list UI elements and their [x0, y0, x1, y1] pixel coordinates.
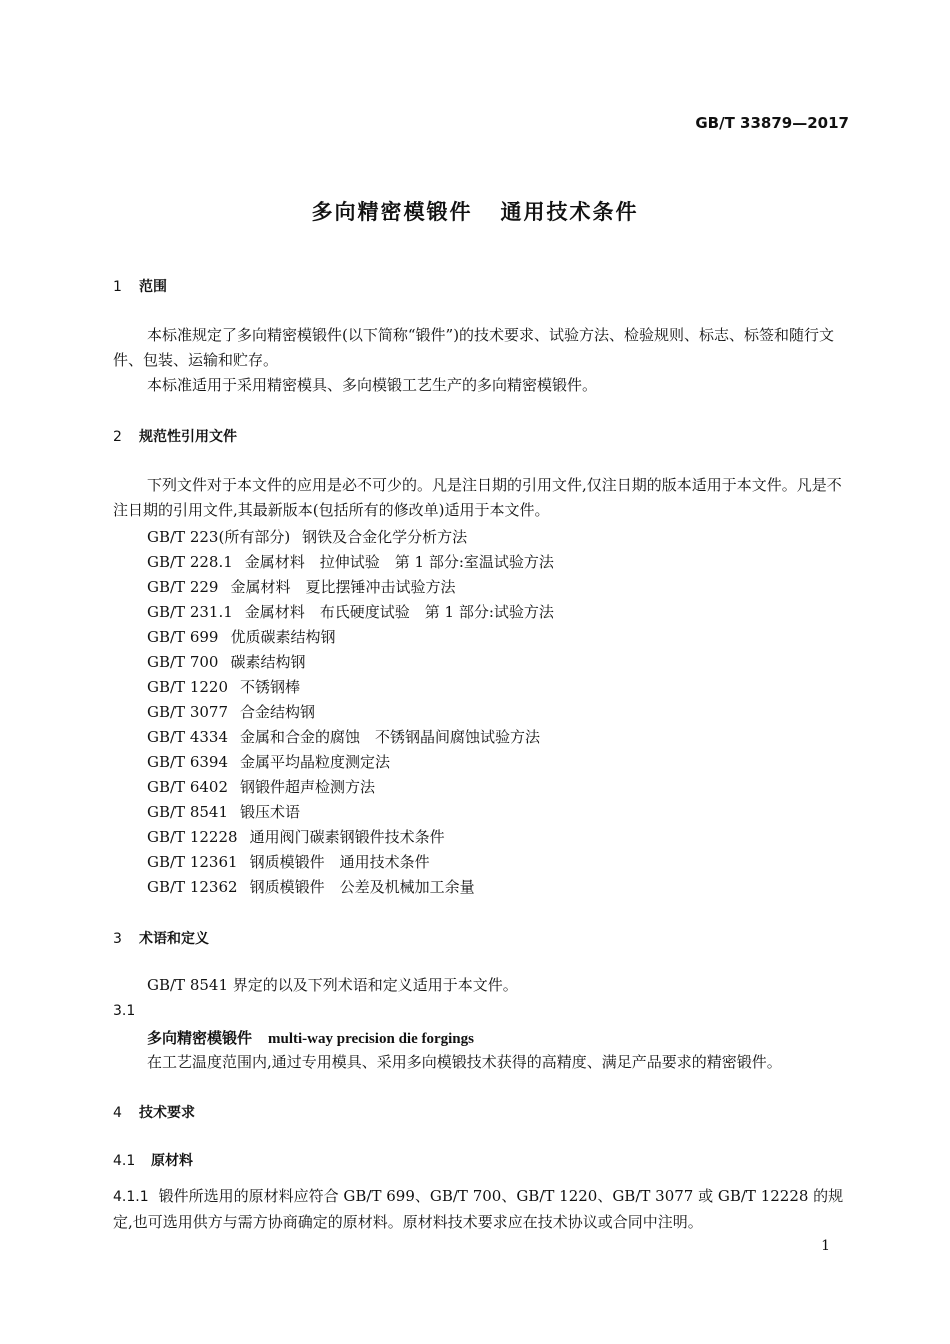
reference-item — [147, 851, 430, 872]
reference-item — [147, 601, 554, 622]
subsection-number: 4.1 — [113, 1153, 136, 1169]
reference-code: GB/T 228.1 — [147, 553, 233, 571]
reference-code: GB/T 231.1 — [147, 603, 233, 621]
reference-title: 钢锻件超声检测方法 — [240, 778, 376, 796]
term-chinese: 多向精密模锻件 — [147, 1029, 253, 1047]
reference-title: 金属材料 布氏硬度试验 第 1 部分:试验方法 — [244, 603, 554, 621]
refs-intro-paragraph — [113, 473, 850, 523]
terms-intro-paragraph — [113, 973, 850, 998]
reference-title: 金属平均晶粒度测定法 — [240, 753, 391, 771]
reference-item — [147, 651, 305, 672]
section-2-heading — [113, 426, 237, 446]
standard-number: GB/T 33879—2017 — [695, 114, 849, 132]
section-4-heading — [113, 1102, 195, 1122]
reference-code: GB/T 12361 — [147, 853, 238, 871]
clause-text: 锻件所选用的原材料应符合 GB/T 699、GB/T 700、GB/T 1220、GB/T 3077 或 GB/T 12228 的规定,也可选用供方与需方协商确定的原材料。原材料技术要求应在技术协议或合同中注明。 — [113, 1187, 844, 1231]
reference-code: GB/T 6402 — [147, 778, 229, 796]
section-title: 规范性引用文件 — [139, 429, 237, 445]
term-english: multi-way precision die forgings — [268, 1031, 474, 1047]
reference-title: 钢质模锻件 公差及机械加工余量 — [249, 878, 475, 896]
reference-code: GB/T 12362 — [147, 878, 238, 896]
reference-title: 合金结构钢 — [240, 703, 316, 721]
refs-intro-text: 下列文件对于本文件的应用是必不可少的。凡是注日期的引用文件,仅注日期的版本适用于本文件。凡是不注日期的引用文件,其最新版本(包括所有的修改单)适用于本文件。 — [113, 476, 842, 519]
section-number: 2 — [113, 429, 122, 445]
reference-code: GB/T 3077 — [147, 703, 229, 721]
scope-paragraph-1 — [113, 323, 850, 373]
term-number: 3.1 — [113, 1003, 136, 1019]
reference-title: 钢质模锻件 通用技术条件 — [249, 853, 430, 871]
reference-item — [147, 726, 540, 747]
section-number: 4 — [113, 1105, 122, 1121]
reference-code: GB/T 8541 — [147, 803, 229, 821]
title-part-1: 多向精密模锻件 — [311, 200, 473, 224]
term-entry — [147, 1027, 474, 1048]
section-number: 3 — [113, 931, 122, 947]
document-title — [0, 196, 950, 226]
reference-code: GB/T 12228 — [147, 828, 238, 846]
reference-item — [147, 826, 445, 847]
reference-title: 优质碳素结构钢 — [230, 628, 336, 646]
reference-code: GB/T 6394 — [147, 753, 229, 771]
title-part-2: 通用技术条件 — [500, 200, 639, 224]
subsection-4-1-heading — [113, 1150, 193, 1170]
scope-paragraph-2 — [113, 373, 850, 398]
reference-title: 碳素结构钢 — [230, 653, 306, 671]
reference-title: 通用阀门碳素钢锻件技术条件 — [249, 828, 445, 846]
term-definition: 在工艺温度范围内,通过专用模具、采用多向模锻技术获得的高精度、满足产品要求的精密锻件。 — [147, 1053, 782, 1071]
reference-item — [147, 626, 335, 647]
reference-title: 金属材料 拉伸试验 第 1 部分:室温试验方法 — [244, 553, 554, 571]
reference-title: 金属材料 夏比摆锤冲击试验方法 — [230, 578, 456, 596]
reference-item — [147, 801, 300, 822]
scope-text-2: 本标准适用于采用精密模具、多向模锻工艺生产的多向精密模锻件。 — [147, 376, 598, 394]
reference-code: GB/T 223(所有部分) — [147, 528, 291, 546]
reference-title: 金属和合金的腐蚀 不锈钢晶间腐蚀试验方法 — [240, 728, 541, 746]
terms-intro-text: GB/T 8541 界定的以及下列术语和定义适用于本文件。 — [147, 976, 518, 994]
section-title: 技术要求 — [139, 1105, 195, 1121]
reference-item — [147, 776, 375, 797]
reference-item — [147, 676, 300, 697]
reference-item — [147, 576, 455, 597]
clause-4-1-1 — [113, 1184, 850, 1235]
reference-item — [147, 751, 390, 772]
reference-item — [147, 701, 315, 722]
reference-code: GB/T 1220 — [147, 678, 229, 696]
reference-item — [147, 876, 475, 897]
reference-item — [147, 551, 554, 572]
reference-code: GB/T 4334 — [147, 728, 229, 746]
section-number: 1 — [113, 279, 122, 295]
reference-title: 锻压术语 — [240, 803, 301, 821]
section-title: 术语和定义 — [139, 931, 209, 947]
reference-title: 不锈钢棒 — [240, 678, 301, 696]
section-title: 范围 — [139, 279, 167, 295]
section-1-heading — [113, 276, 167, 296]
scope-text-1: 本标准规定了多向精密模锻件(以下简称“锻件”)的技术要求、试验方法、检验规则、标志、标签和随行文件、包装、运输和贮存。 — [113, 326, 835, 369]
reference-item — [147, 526, 467, 547]
clause-number: 4.1.1 — [113, 1189, 149, 1205]
reference-title: 钢铁及合金化学分析方法 — [302, 528, 468, 546]
reference-code: GB/T 699 — [147, 628, 219, 646]
reference-code: GB/T 700 — [147, 653, 219, 671]
section-3-heading — [113, 928, 209, 948]
page-number: 1 — [821, 1238, 830, 1254]
subsection-title: 原材料 — [151, 1153, 193, 1169]
reference-code: GB/T 229 — [147, 578, 219, 596]
